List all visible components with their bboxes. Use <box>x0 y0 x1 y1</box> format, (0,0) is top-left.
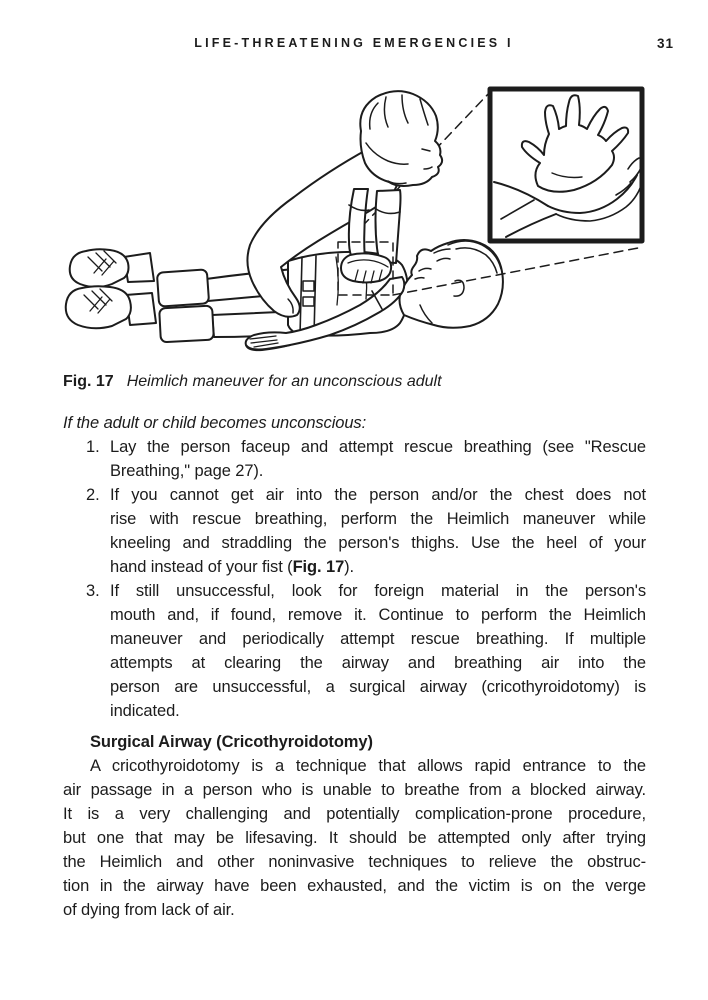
figure-caption-text: Heimlich maneuver for an unconscious adult <box>126 373 442 390</box>
list-item-1 <box>63 435 646 483</box>
list-item-text: If still unsuccessful, look for foreign material in the person's mouth and, if found, remove it. Continue to perform the Heimlich maneuver and periodically attempt rescue breathing. If multiple attempts at clearing the airway and breathing air into the person are unsuccessful, a surgical airway (cricothyroidotomy) is indicated. <box>110 582 646 720</box>
list-item-number: 2. <box>86 486 100 504</box>
section-heading: Surgical Airway (Cricothyroidotomy) <box>90 733 373 751</box>
figure-caption <box>63 369 646 394</box>
body-text <box>63 411 646 922</box>
section-paragraph: A cricothyroidotomy is a technique that allows rapid entrance to the air passage in a person who is unable to breathe from a blocked airway. It is a very challenging and potentially complication-prone procedure, but one that may be lifesaving. It should be attempted only after trying the Heimlich and other noninvasive techniques to relieve the obstruc- tion in the airway have been exhausted, and the victim is on the verge of dying from lack of air. <box>63 757 646 919</box>
list-item-2 <box>63 483 646 579</box>
hand-position-inset <box>490 89 643 241</box>
figure-caption-label: Fig. 17 <box>63 373 114 390</box>
heimlich-illustration <box>0 85 708 375</box>
list-item-number: 1. <box>86 438 100 456</box>
list-item-3 <box>63 579 646 723</box>
chapter-title: LIFE-THREATENING EMERGENCIES I <box>194 36 514 50</box>
running-head <box>0 36 708 54</box>
list-item-number: 3. <box>86 582 100 600</box>
list-item-text: Lay the person faceup and attempt rescue breathing (see "Rescue Breathing," page 27). <box>110 438 646 480</box>
list-item-text: If you cannot get air into the person and/or the chest does not rise with rescue breathing, perform the Heimlich maneuver while kneeling and straddling the person's thighs. Use the heel of your hand instead of your fist (Fig. 17). <box>110 486 646 576</box>
page-number: 31 <box>656 36 674 51</box>
intro-line: If the adult or child becomes unconscious: <box>63 414 367 432</box>
